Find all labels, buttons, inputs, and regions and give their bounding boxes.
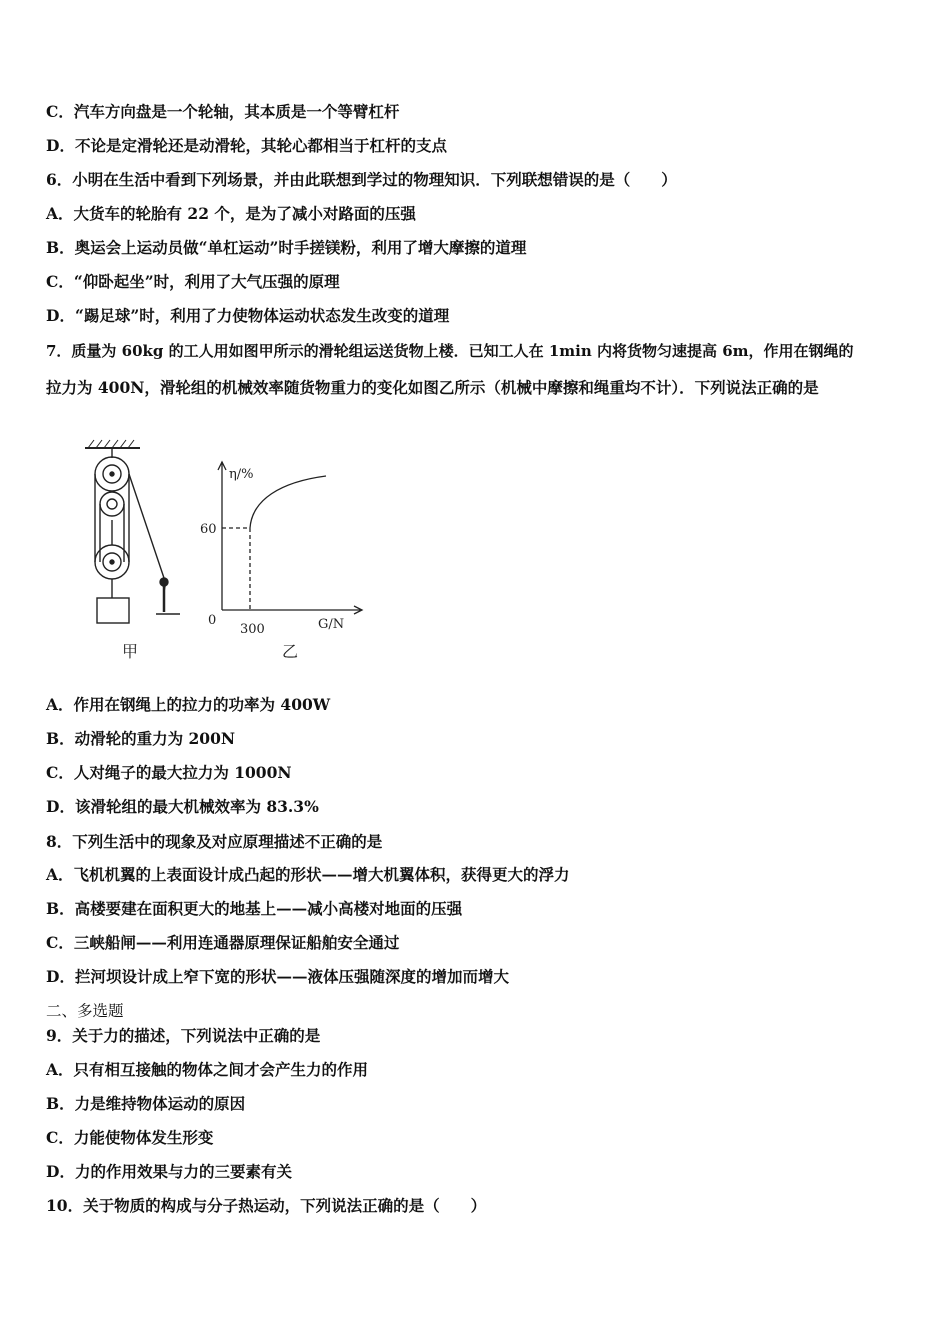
q8-option-a: A．飞机机翼的上表面设计成凸起的形状——增大机翼体积，获得更大的浮力: [46, 865, 570, 884]
x-axis-label: G/N: [318, 617, 345, 632]
q7-stem-line2: 拉力为 400N，滑轮组的机械效率随货物重力的变化如图乙所示（机械中摩擦和绳重均不计）．下列说法正确的是: [46, 378, 819, 397]
label-jia: 甲: [122, 642, 139, 661]
q8-option-c: C．三峡船闸——利用连通器原理保证船舶安全通过: [46, 933, 400, 952]
y-axis-label: η/%: [229, 467, 254, 482]
q10-stem: 10．关于物质的构成与分子热运动，下列说法正确的是（ ）: [46, 1196, 487, 1215]
q9-option-b: B．力是维持物体运动的原因: [46, 1094, 246, 1113]
q5-option-c: C．汽车方向盘是一个轮轴，其本质是一个等臂杠杆: [46, 102, 400, 121]
q7-option-c: C．人对绳子的最大拉力为 1000N: [46, 763, 292, 782]
y-tick-60: 60: [200, 522, 217, 537]
q9-option-c: C．力能使物体发生形变: [46, 1128, 214, 1147]
q6-option-d: D．“踢足球”时，利用了力使物体运动状态发生改变的道理: [46, 306, 450, 325]
q6-option-b: B．奥运会上运动员做“单杠运动”时手搓镁粉，利用了增大摩擦的道理: [46, 238, 527, 257]
label-yi: 乙: [282, 642, 299, 661]
q5-option-d: D．不论是定滑轮还是动滑轮，其轮心都相当于杠杆的支点: [46, 136, 447, 155]
q6-option-c: C．“仰卧起坐”时，利用了大气压强的原理: [46, 272, 340, 291]
q7-option-d: D．该滑轮组的最大机械效率为 83.3%: [46, 797, 319, 816]
q8-option-b: B．高楼要建在面积更大的地基上——减小高楼对地面的压强: [46, 899, 463, 918]
q8-stem: 8．下列生活中的现象及对应原理描述不正确的是: [46, 832, 383, 851]
q8-option-d: D．拦河坝设计成上窄下宽的形状——液体压强随深度的增加而增大: [46, 967, 509, 986]
q7-option-a: A．作用在钢绳上的拉力的功率为 400W: [46, 695, 331, 714]
efficiency-graph: [218, 462, 362, 614]
q6-stem: 6．小明在生活中看到下列场景，并由此联想到学过的物理知识．下列联想错误的是（ ）: [46, 170, 677, 189]
q7-option-b: B．动滑轮的重力为 200N: [46, 729, 236, 748]
q9-option-a: A．只有相互接触的物体之间才会产生力的作用: [46, 1060, 369, 1079]
q9-option-d: D．力的作用效果与力的三要素有关: [46, 1162, 292, 1181]
x-tick-300: 300: [240, 622, 265, 637]
q7-stem-line1: 7．质量为 60kg 的工人用如图甲所示的滑轮组运送货物上楼．已知工人在 1min 内将货物匀速提高 6m，作用在钢绳的: [46, 342, 854, 360]
q7-figure: [80, 430, 380, 670]
section-title-multiple-choice: 二、多选题: [46, 1002, 124, 1020]
q9-stem: 9．关于力的描述，下列说法中正确的是: [46, 1026, 321, 1045]
pulley-system-diagram: [85, 440, 180, 623]
q6-option-a: A．大货车的轮胎有 22 个，是为了减小对路面的压强: [46, 204, 416, 223]
origin-label: 0: [208, 613, 217, 628]
